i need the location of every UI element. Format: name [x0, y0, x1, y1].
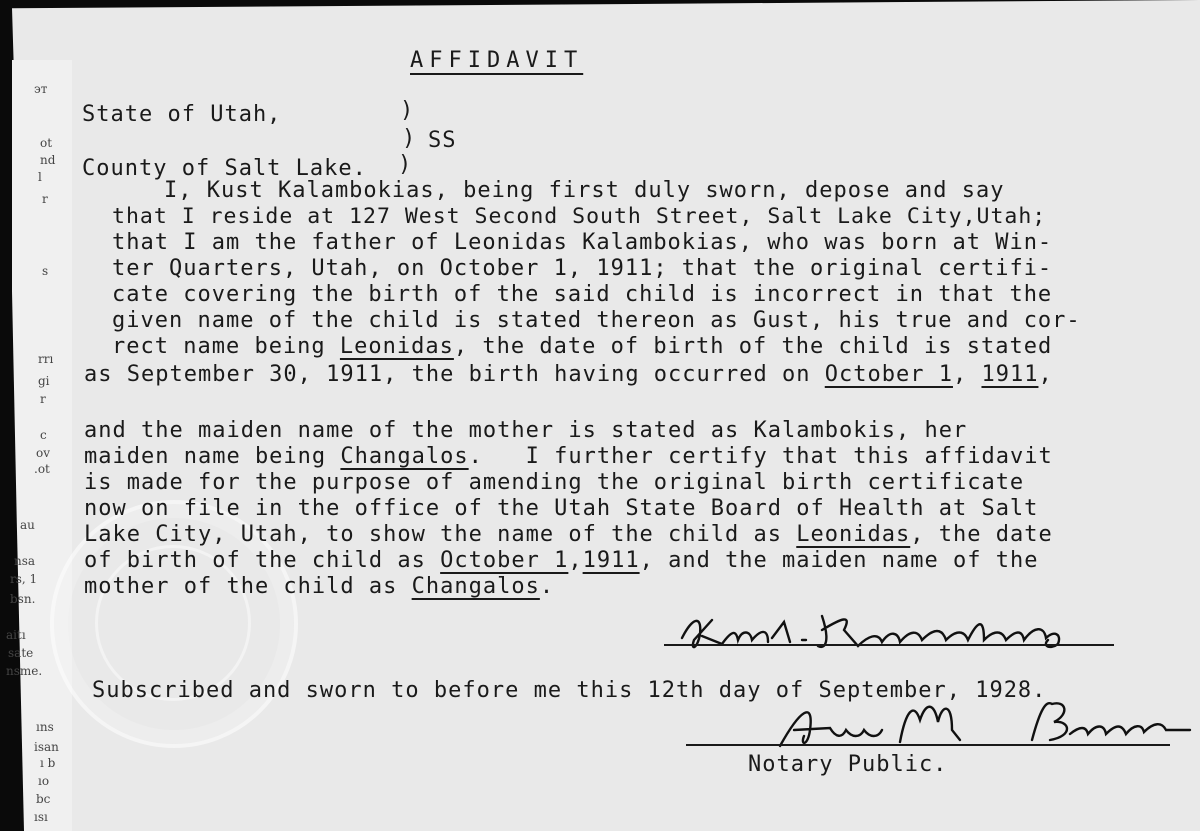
venue-state: State of Utah,	[82, 102, 282, 127]
body-line: ter Quarters, Utah, on October 1, 1911; that the original certifi-	[112, 256, 1053, 281]
margin-fragment: r	[40, 392, 46, 406]
body-line: of birth of the child as October 1,1911, and the maiden name of the	[84, 548, 1039, 573]
underlined-birth-year: 1911	[981, 362, 1039, 387]
venue-county: County of Salt Lake.	[82, 156, 367, 181]
margin-fragment: gi	[38, 374, 50, 388]
margin-fragment: isan	[34, 740, 59, 754]
underlined-birth-date: October 1	[824, 362, 953, 387]
body-line: maiden name being Changalos. I further certify that this affidavit	[84, 444, 1053, 469]
underlined-given-name: Leonidas	[339, 334, 454, 359]
venue-ss: SS	[428, 128, 457, 153]
document-title: AFFIDAVIT	[410, 48, 584, 73]
margin-fragment: aitı	[6, 628, 26, 642]
margin-fragment: ısı	[34, 810, 48, 824]
venue-brace-bottom: )	[398, 152, 412, 177]
margin-fragment: s	[42, 264, 49, 278]
margin-fragment: ov	[36, 446, 51, 460]
margin-fragment: ı b	[40, 756, 56, 770]
underlined-birth-date: October 1	[440, 548, 569, 573]
body-line: now on file in the office of the Utah State Board of Health at Salt	[84, 496, 1039, 521]
body-line: cate covering the birth of the said child is incorrect in that the	[112, 282, 1053, 307]
body-line: that I reside at 127 West Second South Street, Salt Lake City,Utah;	[112, 204, 1047, 229]
margin-fragment: bc	[36, 792, 51, 806]
affiant-signature-line	[664, 644, 1114, 646]
underlined-maiden-name: Changalos	[340, 444, 469, 469]
underlined-given-name: Leonidas	[796, 522, 911, 547]
body-line: that I am the father of Leonidas Kalambokias, who was born at Win-	[112, 230, 1053, 255]
margin-fragment: nd	[40, 153, 56, 167]
margin-fragment: au	[20, 518, 35, 532]
margin-fragment: nsa	[14, 554, 36, 568]
body-line: and the maiden name of the mother is stated as Kalambokis, her	[84, 418, 968, 443]
body-line: as September 30, 1911, the birth having occurred on October 1, 1911,	[84, 362, 1053, 387]
margin-fragment: bsn.	[10, 592, 36, 606]
jurat-statement: Subscribed and sworn to before me this 12th day of September, 1928.	[92, 678, 1047, 703]
margin-fragment: l	[38, 170, 42, 184]
venue-brace-mid: )	[402, 126, 416, 151]
notary-signature	[770, 690, 1200, 760]
body-line: given name of the child is stated thereon as Gust, his true and cor-	[112, 308, 1081, 333]
body-line: mother of the child as Changalos.	[84, 574, 555, 599]
margin-fragment: эт	[34, 82, 48, 96]
underlined-birth-year: 1911	[582, 548, 640, 573]
margin-fragment: nsme.	[6, 664, 43, 678]
venue-brace-top: )	[400, 98, 414, 123]
margin-fragment: r	[42, 192, 48, 206]
margin-fragment: ıo	[38, 774, 50, 788]
notary-signature-line	[686, 744, 1170, 746]
margin-fragment: rrı	[38, 352, 54, 366]
affiant-signature	[672, 600, 1122, 670]
margin-fragment: ıns	[36, 720, 54, 734]
margin-fragment: c	[40, 428, 47, 442]
margin-fragment: sate	[8, 646, 34, 660]
margin-fragment: ot	[40, 136, 53, 150]
margin-fragment: .ot	[34, 462, 50, 476]
body-line: is made for the purpose of amending the original birth certificate	[84, 470, 1025, 495]
body-line: rect name being Leonidas, the date of birth of the child is stated	[112, 334, 1053, 359]
body-line: Lake City, Utah, to show the name of the child as Leonidas, the date	[84, 522, 1053, 547]
notary-public-label: Notary Public.	[748, 752, 948, 777]
underlined-maiden-name: Changalos	[411, 574, 540, 599]
margin-fragment: rs, 1	[10, 572, 38, 586]
body-line: I, Kust Kalambokias, being first duly sworn, depose and say	[164, 178, 1005, 203]
